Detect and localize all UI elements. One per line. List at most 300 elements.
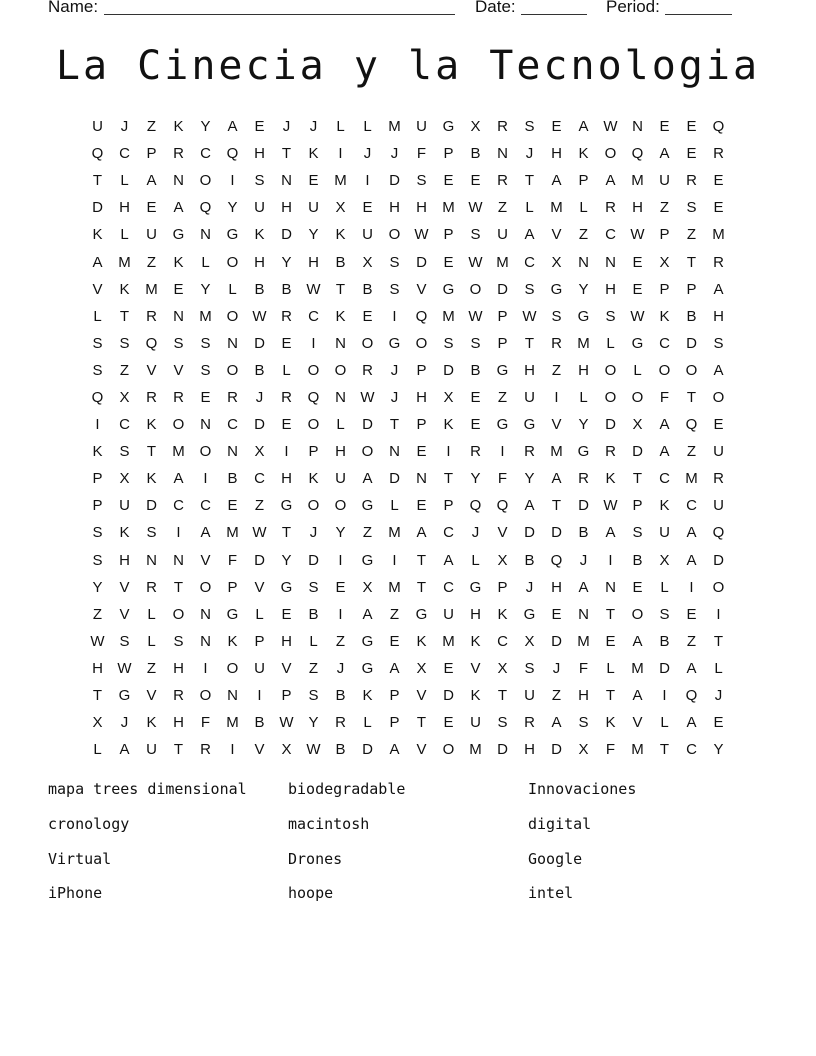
grid-letter[interactable]: Z	[146, 118, 157, 136]
grid-letter[interactable]: S	[470, 226, 481, 244]
grid-letter[interactable]: K	[659, 497, 670, 515]
grid-letter[interactable]: R	[713, 470, 724, 488]
grid-letter[interactable]: Q	[226, 145, 239, 163]
grid-letter[interactable]: A	[686, 714, 697, 732]
grid-letter[interactable]: Y	[227, 199, 238, 217]
grid-letter[interactable]: X	[497, 551, 508, 569]
grid-letter[interactable]: X	[632, 416, 643, 434]
grid-letter[interactable]: X	[524, 632, 535, 650]
grid-letter[interactable]: S	[578, 714, 589, 732]
grid-letter[interactable]: M	[496, 253, 509, 271]
grid-letter[interactable]: G	[523, 416, 536, 434]
grid-letter[interactable]: B	[632, 551, 643, 569]
grid-letter[interactable]: Z	[497, 388, 508, 406]
grid-letter[interactable]: O	[199, 172, 212, 190]
grid-letter[interactable]: L	[255, 605, 264, 623]
grid-letter[interactable]: H	[281, 632, 292, 650]
grid-letter[interactable]: N	[146, 551, 157, 569]
grid-letter[interactable]: K	[443, 416, 454, 434]
grid-letter[interactable]: R	[524, 443, 535, 461]
grid-letter[interactable]: I	[203, 470, 208, 488]
grid-letter[interactable]: R	[524, 714, 535, 732]
grid-letter[interactable]: K	[308, 470, 319, 488]
grid-letter[interactable]: T	[92, 172, 103, 190]
grid-letter[interactable]: K	[335, 226, 346, 244]
grid-letter[interactable]: N	[416, 470, 427, 488]
grid-letter[interactable]: Z	[146, 253, 157, 271]
grid-letter[interactable]: E	[281, 416, 292, 434]
grid-letter[interactable]: R	[713, 145, 724, 163]
grid-letter[interactable]: S	[200, 361, 211, 379]
grid-letter[interactable]: M	[118, 253, 131, 271]
grid-letter[interactable]: U	[416, 118, 427, 136]
grid-letter[interactable]: U	[92, 118, 103, 136]
grid-letter[interactable]: S	[551, 307, 562, 325]
grid-letter[interactable]: Z	[335, 632, 346, 650]
grid-letter[interactable]: X	[443, 388, 454, 406]
grid-letter[interactable]: N	[200, 632, 211, 650]
grid-letter[interactable]: P	[497, 307, 508, 325]
grid-letter[interactable]: O	[199, 687, 212, 705]
grid-letter[interactable]: S	[524, 659, 535, 677]
grid-letter[interactable]: Y	[281, 551, 292, 569]
grid-letter[interactable]: R	[281, 388, 292, 406]
grid-letter[interactable]: M	[388, 524, 401, 542]
grid-letter[interactable]: E	[659, 118, 670, 136]
grid-letter[interactable]: G	[361, 551, 374, 569]
grid-letter[interactable]: K	[308, 145, 319, 163]
grid-letter[interactable]: A	[119, 741, 130, 759]
grid-letter[interactable]: G	[361, 632, 374, 650]
grid-letter[interactable]: E	[632, 253, 643, 271]
grid-letter[interactable]: Q	[415, 307, 428, 325]
grid-letter[interactable]: B	[335, 253, 346, 271]
grid-letter[interactable]: O	[172, 416, 185, 434]
grid-letter[interactable]: E	[200, 388, 211, 406]
grid-letter[interactable]: I	[257, 687, 262, 705]
grid-letter[interactable]: O	[307, 497, 320, 515]
grid-letter[interactable]: R	[605, 443, 616, 461]
grid-letter[interactable]: A	[362, 470, 373, 488]
grid-letter[interactable]: R	[146, 578, 157, 596]
grid-letter[interactable]: M	[145, 280, 158, 298]
grid-letter[interactable]: E	[470, 172, 481, 190]
grid-letter[interactable]: M	[550, 199, 563, 217]
grid-letter[interactable]: D	[497, 280, 508, 298]
grid-letter[interactable]: Q	[496, 497, 509, 515]
grid-letter[interactable]: I	[446, 443, 451, 461]
grid-letter[interactable]: L	[336, 416, 345, 434]
grid-letter[interactable]: E	[308, 172, 319, 190]
grid-letter[interactable]: L	[228, 280, 237, 298]
grid-letter[interactable]: C	[524, 253, 535, 271]
grid-letter[interactable]: O	[604, 145, 617, 163]
grid-letter[interactable]: Q	[91, 388, 104, 406]
grid-letter[interactable]: P	[497, 578, 508, 596]
grid-letter[interactable]: E	[281, 334, 292, 352]
grid-letter[interactable]: X	[335, 199, 346, 217]
grid-letter[interactable]: M	[226, 714, 239, 732]
grid-letter[interactable]: Y	[92, 578, 103, 596]
grid-letter[interactable]: U	[524, 687, 535, 705]
grid-letter[interactable]: O	[361, 443, 374, 461]
grid-letter[interactable]: S	[389, 280, 400, 298]
grid-letter[interactable]: F	[227, 551, 238, 569]
grid-letter[interactable]: J	[255, 388, 264, 406]
grid-letter[interactable]: V	[551, 416, 562, 434]
grid-letter[interactable]: V	[416, 687, 427, 705]
grid-letter[interactable]: W	[279, 714, 294, 732]
grid-letter[interactable]: I	[311, 334, 316, 352]
grid-letter[interactable]: W	[360, 388, 375, 406]
grid-letter[interactable]: I	[284, 443, 289, 461]
grid-letter[interactable]: S	[119, 443, 130, 461]
grid-letter[interactable]: A	[686, 659, 697, 677]
grid-letter[interactable]: O	[469, 280, 482, 298]
grid-letter[interactable]: S	[524, 118, 535, 136]
grid-letter[interactable]: H	[92, 659, 103, 677]
grid-letter[interactable]: I	[392, 307, 397, 325]
grid-letter[interactable]: P	[443, 226, 454, 244]
grid-letter[interactable]: I	[230, 172, 235, 190]
grid-letter[interactable]: D	[92, 199, 103, 217]
grid-letter[interactable]: P	[92, 470, 103, 488]
grid-letter[interactable]: F	[200, 714, 211, 732]
grid-letter[interactable]: F	[659, 388, 670, 406]
grid-letter[interactable]: B	[470, 145, 481, 163]
grid-letter[interactable]: V	[254, 741, 265, 759]
grid-letter[interactable]: Z	[254, 497, 265, 515]
grid-letter[interactable]: Z	[389, 605, 400, 623]
grid-letter[interactable]: Q	[685, 416, 698, 434]
grid-letter[interactable]: O	[712, 388, 725, 406]
grid-letter[interactable]: I	[338, 145, 343, 163]
grid-letter[interactable]: Q	[685, 687, 698, 705]
grid-letter[interactable]: L	[363, 118, 372, 136]
grid-letter[interactable]: Z	[551, 361, 562, 379]
grid-letter[interactable]: K	[146, 470, 157, 488]
grid-letter[interactable]: D	[443, 687, 454, 705]
grid-letter[interactable]: W	[414, 226, 429, 244]
grid-letter[interactable]: Q	[91, 145, 104, 163]
grid-letter[interactable]: I	[689, 578, 694, 596]
grid-letter[interactable]: M	[631, 741, 644, 759]
grid-letter[interactable]: L	[120, 226, 129, 244]
grid-letter[interactable]: Y	[200, 118, 211, 136]
grid-letter[interactable]: G	[226, 605, 239, 623]
grid-letter[interactable]: Z	[551, 687, 562, 705]
grid-letter[interactable]: H	[578, 687, 589, 705]
grid-letter[interactable]: D	[443, 361, 454, 379]
grid-letter[interactable]: B	[524, 551, 535, 569]
grid-letter[interactable]: L	[336, 118, 345, 136]
grid-letter[interactable]: F	[578, 659, 589, 677]
grid-letter[interactable]: T	[713, 632, 724, 650]
grid-letter[interactable]: J	[471, 524, 480, 542]
grid-letter[interactable]: D	[524, 524, 535, 542]
grid-letter[interactable]: G	[226, 226, 239, 244]
grid-letter[interactable]: I	[365, 172, 370, 190]
grid-letter[interactable]: M	[442, 632, 455, 650]
grid-letter[interactable]: I	[95, 416, 100, 434]
grid-letter[interactable]: P	[659, 280, 670, 298]
name-line[interactable]	[104, 14, 455, 15]
grid-letter[interactable]: S	[200, 334, 211, 352]
grid-letter[interactable]: M	[685, 470, 698, 488]
grid-letter[interactable]: X	[362, 253, 373, 271]
grid-letter[interactable]: L	[93, 741, 102, 759]
grid-letter[interactable]: O	[334, 497, 347, 515]
grid-letter[interactable]: N	[173, 307, 184, 325]
grid-letter[interactable]: Y	[524, 470, 535, 488]
grid-letter[interactable]: D	[389, 172, 400, 190]
grid-letter[interactable]: B	[254, 280, 265, 298]
grid-letter[interactable]: W	[252, 307, 267, 325]
grid-letter[interactable]: G	[496, 416, 509, 434]
grid-letter[interactable]: L	[93, 307, 102, 325]
grid-letter[interactable]: V	[254, 578, 265, 596]
grid-letter[interactable]: Q	[550, 551, 563, 569]
grid-letter[interactable]: O	[658, 361, 671, 379]
grid-letter[interactable]: K	[92, 226, 103, 244]
grid-letter[interactable]: B	[227, 470, 238, 488]
grid-letter[interactable]: T	[686, 253, 697, 271]
grid-letter[interactable]: U	[335, 470, 346, 488]
grid-letter[interactable]: G	[388, 334, 401, 352]
grid-letter[interactable]: E	[443, 659, 454, 677]
grid-letter[interactable]: X	[92, 714, 103, 732]
grid-letter[interactable]: V	[146, 361, 157, 379]
grid-letter[interactable]: R	[281, 307, 292, 325]
grid-letter[interactable]: G	[631, 334, 644, 352]
grid-letter[interactable]: A	[713, 361, 724, 379]
grid-letter[interactable]: P	[92, 497, 103, 515]
grid-letter[interactable]: R	[497, 172, 508, 190]
grid-letter[interactable]: D	[308, 551, 319, 569]
grid-letter[interactable]: P	[389, 714, 400, 732]
grid-letter[interactable]: M	[172, 443, 185, 461]
grid-letter[interactable]: O	[631, 605, 644, 623]
grid-letter[interactable]: W	[306, 741, 321, 759]
grid-letter[interactable]: J	[525, 145, 534, 163]
grid-letter[interactable]: A	[659, 443, 670, 461]
grid-letter[interactable]: U	[497, 226, 508, 244]
grid-letter[interactable]: N	[173, 172, 184, 190]
grid-letter[interactable]: H	[524, 741, 535, 759]
grid-letter[interactable]: S	[119, 632, 130, 650]
grid-letter[interactable]: V	[632, 714, 643, 732]
grid-letter[interactable]: P	[659, 226, 670, 244]
grid-letter[interactable]: N	[200, 416, 211, 434]
grid-letter[interactable]: C	[605, 226, 616, 244]
grid-letter[interactable]: M	[469, 741, 482, 759]
grid-letter[interactable]: V	[416, 741, 427, 759]
grid-letter[interactable]: W	[90, 632, 105, 650]
grid-letter[interactable]: P	[443, 497, 454, 515]
grid-letter[interactable]: K	[578, 145, 589, 163]
grid-letter[interactable]: Y	[308, 226, 319, 244]
grid-letter[interactable]: J	[552, 659, 561, 677]
grid-letter[interactable]: X	[416, 659, 427, 677]
grid-letter[interactable]: B	[362, 280, 373, 298]
grid-letter[interactable]: I	[203, 659, 208, 677]
grid-letter[interactable]: B	[254, 714, 265, 732]
grid-letter[interactable]: O	[604, 388, 617, 406]
grid-letter[interactable]: T	[389, 416, 400, 434]
grid-letter[interactable]: J	[282, 118, 291, 136]
grid-letter[interactable]: V	[551, 226, 562, 244]
grid-letter[interactable]: F	[605, 741, 616, 759]
grid-letter[interactable]: M	[550, 443, 563, 461]
grid-letter[interactable]: S	[686, 199, 697, 217]
grid-letter[interactable]: P	[578, 172, 589, 190]
grid-letter[interactable]: C	[254, 470, 265, 488]
grid-letter[interactable]: H	[173, 659, 184, 677]
grid-letter[interactable]: E	[713, 199, 724, 217]
grid-letter[interactable]: W	[630, 307, 645, 325]
grid-letter[interactable]: D	[659, 659, 670, 677]
grid-letter[interactable]: E	[362, 307, 373, 325]
grid-letter[interactable]: Z	[686, 226, 697, 244]
grid-letter[interactable]: E	[470, 388, 481, 406]
grid-letter[interactable]: Z	[119, 361, 130, 379]
grid-letter[interactable]: B	[335, 741, 346, 759]
grid-letter[interactable]: C	[659, 470, 670, 488]
grid-letter[interactable]: N	[335, 334, 346, 352]
grid-letter[interactable]: Z	[146, 659, 157, 677]
grid-letter[interactable]: N	[578, 253, 589, 271]
grid-letter[interactable]: Q	[631, 145, 644, 163]
grid-letter[interactable]: O	[226, 253, 239, 271]
grid-letter[interactable]: L	[282, 361, 291, 379]
grid-letter[interactable]: H	[281, 199, 292, 217]
grid-letter[interactable]: X	[362, 578, 373, 596]
grid-letter[interactable]: E	[335, 578, 346, 596]
grid-letter[interactable]: J	[309, 524, 318, 542]
grid-letter[interactable]: I	[500, 443, 505, 461]
grid-letter[interactable]: Z	[362, 524, 373, 542]
grid-letter[interactable]: K	[335, 307, 346, 325]
grid-letter[interactable]: A	[551, 714, 562, 732]
grid-letter[interactable]: G	[577, 443, 590, 461]
grid-letter[interactable]: L	[309, 632, 318, 650]
grid-letter[interactable]: K	[227, 632, 238, 650]
grid-letter[interactable]: K	[119, 524, 130, 542]
grid-letter[interactable]: H	[281, 470, 292, 488]
grid-letter[interactable]: L	[363, 714, 372, 732]
grid-letter[interactable]: V	[470, 659, 481, 677]
grid-letter[interactable]: U	[659, 172, 670, 190]
grid-letter[interactable]: U	[470, 714, 481, 732]
grid-letter[interactable]: A	[605, 172, 616, 190]
grid-letter[interactable]: X	[119, 388, 130, 406]
grid-letter[interactable]: D	[281, 226, 292, 244]
grid-letter[interactable]: A	[416, 524, 427, 542]
grid-letter[interactable]: Z	[308, 659, 319, 677]
grid-letter[interactable]: H	[632, 199, 643, 217]
grid-letter[interactable]: A	[713, 280, 724, 298]
grid-letter[interactable]: N	[281, 172, 292, 190]
grid-letter[interactable]: J	[579, 551, 588, 569]
grid-letter[interactable]: M	[577, 334, 590, 352]
grid-letter[interactable]: N	[335, 388, 346, 406]
period-line[interactable]	[665, 14, 732, 15]
grid-letter[interactable]: V	[119, 605, 130, 623]
grid-letter[interactable]: A	[524, 497, 535, 515]
grid-letter[interactable]: C	[119, 416, 130, 434]
grid-letter[interactable]: K	[497, 605, 508, 623]
grid-letter[interactable]: S	[443, 334, 454, 352]
grid-letter[interactable]: G	[172, 226, 185, 244]
grid-letter[interactable]: E	[686, 145, 697, 163]
grid-letter[interactable]: I	[338, 551, 343, 569]
grid-letter[interactable]: G	[280, 497, 293, 515]
grid-letter[interactable]: W	[522, 307, 537, 325]
grid-letter[interactable]: S	[173, 632, 184, 650]
grid-letter[interactable]: U	[119, 497, 130, 515]
grid-letter[interactable]: C	[686, 741, 697, 759]
grid-letter[interactable]: Q	[712, 524, 725, 542]
grid-letter[interactable]: H	[551, 145, 562, 163]
grid-letter[interactable]: T	[173, 741, 184, 759]
grid-letter[interactable]: D	[416, 253, 427, 271]
grid-letter[interactable]: L	[147, 605, 156, 623]
grid-letter[interactable]: D	[551, 741, 562, 759]
grid-letter[interactable]: A	[173, 470, 184, 488]
grid-letter[interactable]: T	[92, 687, 103, 705]
grid-letter[interactable]: K	[92, 443, 103, 461]
grid-letter[interactable]: A	[686, 524, 697, 542]
grid-letter[interactable]: T	[416, 578, 427, 596]
grid-letter[interactable]: B	[254, 361, 265, 379]
grid-letter[interactable]: Z	[659, 199, 670, 217]
grid-letter[interactable]: H	[308, 253, 319, 271]
grid-letter[interactable]: M	[631, 172, 644, 190]
grid-letter[interactable]: I	[662, 687, 667, 705]
grid-letter[interactable]: R	[470, 443, 481, 461]
grid-letter[interactable]: S	[632, 524, 643, 542]
grid-letter[interactable]: P	[443, 145, 454, 163]
grid-letter[interactable]: P	[416, 361, 427, 379]
grid-letter[interactable]: S	[173, 334, 184, 352]
grid-letter[interactable]: K	[146, 714, 157, 732]
grid-letter[interactable]: E	[713, 416, 724, 434]
grid-letter[interactable]: O	[334, 361, 347, 379]
grid-letter[interactable]: X	[578, 741, 589, 759]
grid-letter[interactable]: G	[118, 687, 131, 705]
grid-letter[interactable]: S	[470, 334, 481, 352]
grid-letter[interactable]: T	[524, 334, 535, 352]
grid-letter[interactable]: C	[173, 497, 184, 515]
grid-letter[interactable]: H	[578, 361, 589, 379]
grid-letter[interactable]: T	[281, 524, 292, 542]
grid-letter[interactable]: V	[146, 687, 157, 705]
grid-letter[interactable]: D	[686, 334, 697, 352]
grid-letter[interactable]: B	[659, 632, 670, 650]
grid-letter[interactable]: S	[119, 334, 130, 352]
grid-letter[interactable]: S	[416, 172, 427, 190]
grid-letter[interactable]: E	[281, 605, 292, 623]
grid-letter[interactable]: O	[199, 578, 212, 596]
grid-letter[interactable]: P	[632, 497, 643, 515]
grid-letter[interactable]: K	[146, 416, 157, 434]
grid-letter[interactable]: A	[92, 253, 103, 271]
grid-letter[interactable]: Y	[578, 416, 589, 434]
grid-letter[interactable]: D	[254, 416, 265, 434]
grid-letter[interactable]: G	[442, 118, 455, 136]
grid-letter[interactable]: U	[146, 226, 157, 244]
grid-letter[interactable]: X	[470, 118, 481, 136]
